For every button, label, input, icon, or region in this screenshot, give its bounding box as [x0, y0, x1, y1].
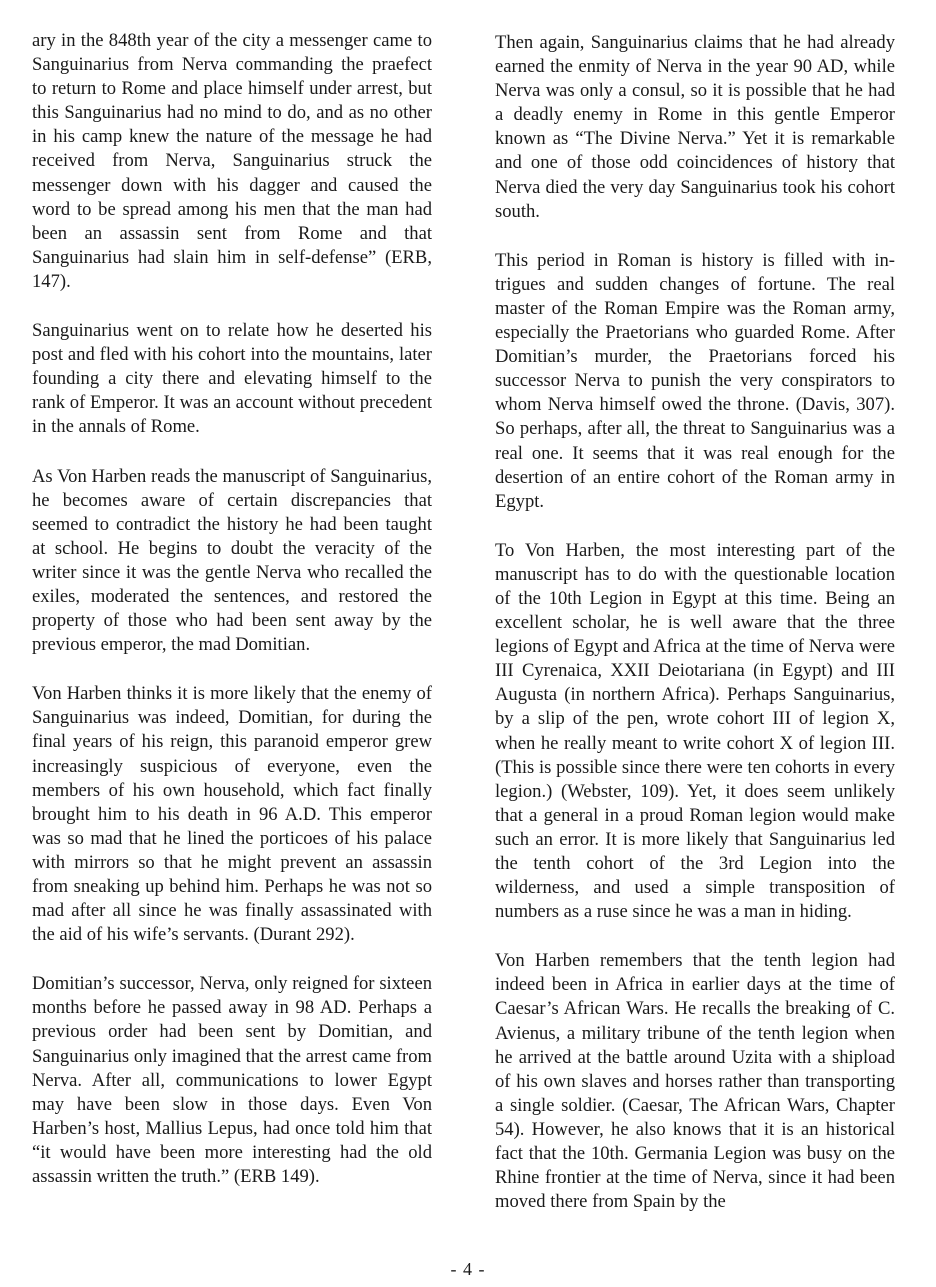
page-number: - 4 - [450, 1259, 486, 1279]
left-column [32, 29, 432, 1214]
paragraph: Sanguinarius went on to relate how he deserted his post and fled with his cohort into the mountains, later founding a city there and elevating himself to the rank of Emperor. It was an account without precedent in the annals of Rome. [32, 320, 432, 438]
paragraph: As Von Harben reads the manuscript of Sanguinarius, he becomes aware of certain discrepancies that seemed to contradict the history he had been taught at school. He begins to doubt the veracity of the writer since it was the gentle Nerva who recalled the exiles, moderated the sentences, and restored the property of those who had been sent away by the previous emperor, the mad Domitian. [32, 465, 432, 656]
paragraph: Then again, Sanguinarius claims that he had already earned the enmity of Nerva in the year 90 AD, while Nerva was only a consul, so it is possible that he had a deadly enemy in Rome in this gentle Emperor known as “The Divine Nerva.” Yet it is remarkable and one of those odd coincidences of history that Nerva died the very day Sanguinarius took his cohort south. [495, 32, 895, 222]
paragraph: ary in the 848th year of the city a messenger came to Sanguinarius from Nerva commanding the praefect to return to Rome and place himself under arrest, but this Sanguinarius had no mind to do, and as no other in his camp knew the nature of the message he had received from Nerva, Sanguinarius struck the messenger down with his dagger and caused the word to be spread among his men that the man had been an assassin sent from Rome and that Sanguinarius had slain him in self-defense” (ERB, 147). [32, 30, 432, 292]
paragraph: Domitian’s successor, Nerva, only reigned for sixteen months before he passed away in 98 AD. Perhaps a previous order had been sent by Domitian, and Sanguinarius only imagined that the arrest came from Nerva. After all, communications to lower Egypt may have been slow in those days. Even Von Harben’s host, Mallius Lepus, had once told him that “it would have been more interesting had the old assassin written the truth.” (ERB 149). [32, 973, 432, 1188]
paragraph: To Von Harben, the most interesting part of the manuscript has to do with the questionable location of the 10th Legion in Egypt at this time. Being an excellent scholar, he is well aware that the three legions of Egypt and Africa at the time of Nerva were III Cyrenaica, XXII Deiotariana (in Egypt) and III Augusta (in northern Africa). Perhaps Sanguinarius, by a slip of the pen, wrote cohort III of legion X, when he really meant to write cohort X of legion III. (This is possible since there were ten cohorts in every legion.) (Webster, 109). Yet, it does seem unlikely that a general in a proud Roman legion would make such an error. It is more likely that Sanguinarius led the tenth cohort of the 3rd Legion into the wilderness, and used a simple transposition of numbers as a ruse since he was a man in hiding. [495, 539, 895, 923]
paragraph: Von Harben thinks it is more likely that the enemy of Sanguinarius was indeed, Domitian, for during the final years of his reign, this paranoid emperor grew increasingly suspicious of everyone, even the members of his own household, which fact finally brought him to his death in 96 A.D. This emperor was so mad that he lined the porticoes of his palace with mirrors so that he might prevent an assassin from sneaking up behind him. Perhaps he was not so mad after all since he was finally assassinated with the aid of his wife’s servants. (Durant 292). [32, 683, 432, 946]
paragraph: Von Harben remembers that the tenth legion had indeed been in Africa in earlier days at the time of Caesar’s African Wars. He recalls the breaking of C. Avienus, a military tribune of the tenth legion when he arrived at the battle around Uzita with a shipload of his own slaves and horses rather than transporting a single soldier. (Caesar, The African Wars, Chapter 54). However, he also knows that it is an historical fact that the 10th. Germania Legion was busy on the Rhine frontier at the time of Nerva, since it had been moved there from Spain by the [495, 950, 895, 1213]
paragraph: This period in Roman is history is filled with intrigues and sudden changes of fortune. The real master of the Roman Empire was the Roman army, especially the Praetorians who guarded Rome. After Domitian’s murder, the Praetorians forced his successor Nerva to punish the very conspirators to whom Nerva himself owed the throne. (Davis, 307). So perhaps, after all, the threat to Sanguinarius was a real one. It seems that it was real enough for the desertion of an entire cohort of the Roman army in Egypt. [495, 249, 895, 512]
right-column [495, 31, 895, 1239]
